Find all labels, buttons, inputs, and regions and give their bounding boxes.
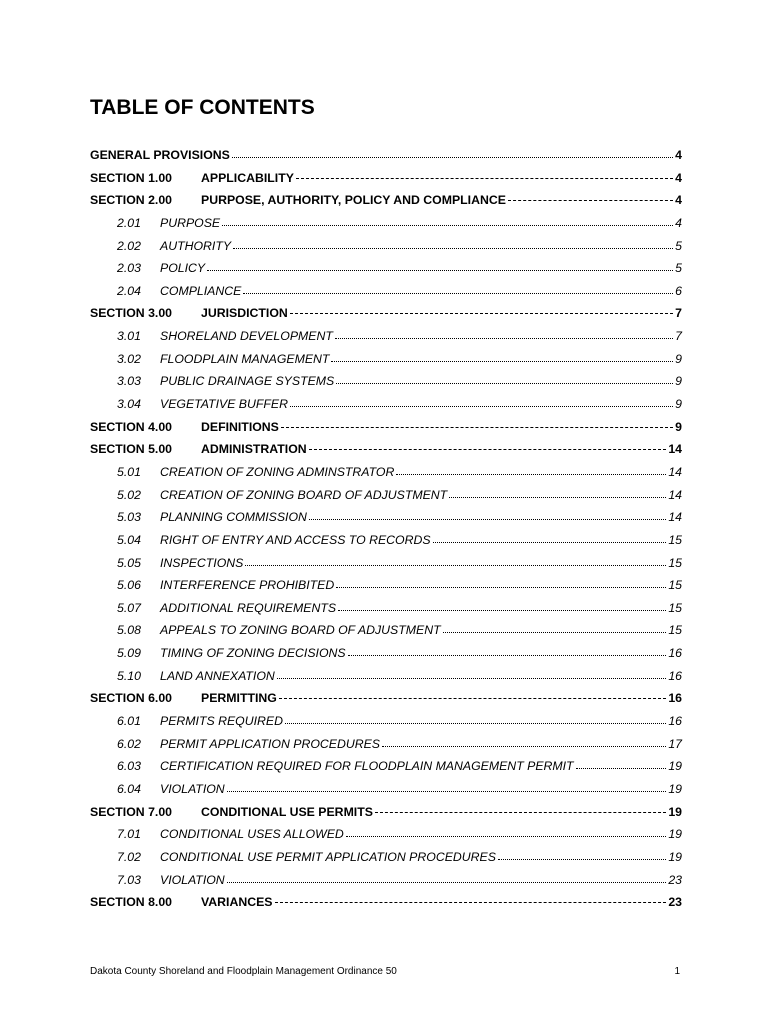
toc-entry-page: 5 — [675, 238, 682, 253]
toc-entry-subsection[interactable] — [90, 239, 682, 262]
toc-entry-page: 5 — [675, 261, 682, 276]
toc-entry-subsection[interactable] — [90, 352, 682, 375]
toc-entry-title: SHORELAND DEVELOPMENT — [160, 329, 333, 344]
toc-entry-title: INTERFERENCE PROHIBITED — [160, 578, 335, 593]
toc-entry-page: 19 — [668, 804, 682, 819]
toc-entry-subsection[interactable] — [90, 850, 682, 873]
toc-leader — [449, 487, 666, 498]
toc-leader — [232, 147, 673, 158]
toc-entry-page: 4 — [675, 215, 682, 230]
toc-entry-number: 2.04 — [117, 283, 141, 298]
toc-entry-page: 16 — [668, 646, 682, 661]
toc-entry-number: 6.01 — [117, 714, 141, 729]
toc-leader — [207, 260, 673, 271]
toc-entry-number: 3.02 — [117, 351, 141, 366]
toc-entry-title: CONDITIONAL USE PERMITS — [201, 804, 373, 819]
toc-entry-section[interactable] — [90, 306, 682, 329]
toc-entry-page: 9 — [675, 374, 682, 389]
toc-entry-page: 14 — [668, 442, 682, 457]
toc-entry-subsection[interactable] — [90, 465, 682, 488]
toc-entry-subsection[interactable] — [90, 533, 682, 556]
toc-entry-page: 16 — [668, 691, 682, 706]
toc-entry-page: 23 — [668, 895, 682, 910]
toc-leader — [576, 758, 667, 769]
toc-entry-title: VARIANCES — [201, 895, 273, 910]
toc-entry-title: APPLICABILITY — [201, 170, 294, 185]
toc-entry-number: 2.03 — [117, 261, 141, 276]
toc-entry-title: CREATION OF ZONING BOARD OF ADJUSTMENT — [160, 487, 448, 502]
toc-entry-page: 7 — [675, 329, 682, 344]
toc-entry-page: 14 — [668, 510, 682, 525]
table-of-contents — [90, 148, 682, 918]
toc-entry-title: PLANNING COMMISSION — [160, 510, 307, 525]
toc-entry-title: VIOLATION — [160, 872, 225, 887]
toc-entry-page: 17 — [668, 736, 682, 751]
toc-entry-title: POLICY — [160, 261, 206, 276]
toc-entry-number: 5.02 — [117, 487, 141, 502]
toc-entry-title: PERMIT APPLICATION PROCEDURES — [160, 736, 381, 751]
toc-entry-title: VIOLATION — [160, 781, 225, 796]
toc-entry-page: 14 — [668, 464, 682, 479]
toc-entry-subsection[interactable] — [90, 329, 682, 352]
toc-leader — [433, 532, 667, 543]
toc-entry-page: 19 — [668, 827, 682, 842]
toc-entry-subsection[interactable] — [90, 714, 682, 737]
toc-entry-number: SECTION 1.00 — [90, 170, 173, 185]
toc-entry-number: 6.03 — [117, 759, 141, 774]
toc-entry-number: 5.08 — [117, 623, 141, 638]
toc-entry-page: 15 — [668, 578, 682, 593]
toc-leader — [336, 577, 666, 588]
toc-leader — [285, 713, 666, 724]
toc-entry-number: 5.10 — [117, 668, 141, 683]
toc-entry-number: SECTION 3.00 — [90, 306, 173, 321]
toc-entry-title: PURPOSE — [160, 215, 221, 230]
toc-entry-number: SECTION 6.00 — [90, 691, 173, 706]
toc-entry-number: 3.01 — [117, 329, 141, 344]
toc-entry-number: 7.03 — [117, 872, 141, 887]
toc-leader — [396, 464, 666, 475]
toc-entry-page: 15 — [668, 532, 682, 547]
toc-leader — [243, 283, 673, 294]
toc-entry-page: 16 — [668, 668, 682, 683]
toc-entry-section[interactable] — [90, 895, 682, 918]
toc-entry-subsection[interactable] — [90, 827, 682, 850]
toc-entry-number: 7.02 — [117, 849, 141, 864]
toc-entry-page: 15 — [668, 555, 682, 570]
toc-leader — [227, 781, 667, 792]
toc-entry-number: 3.03 — [117, 374, 141, 389]
toc-leader — [279, 688, 666, 699]
footer-document-name: Dakota County Shoreland and Floodplain Management Ordinance 50 — [90, 966, 397, 977]
toc-entry-page: 19 — [668, 781, 682, 796]
toc-entry-title: PURPOSE, AUTHORITY, POLICY AND COMPLIANCE — [201, 193, 506, 208]
page-title: TABLE OF CONTENTS — [90, 96, 315, 119]
toc-leader — [309, 439, 667, 450]
toc-entry-number: SECTION 5.00 — [90, 442, 173, 457]
toc-leader — [498, 849, 666, 860]
toc-entry-subsection[interactable] — [90, 556, 682, 579]
toc-entry-title: JURISDICTION — [201, 306, 288, 321]
toc-leader — [290, 303, 673, 314]
toc-entry-number: 2.01 — [117, 215, 141, 230]
toc-entry-number: SECTION 7.00 — [90, 804, 173, 819]
toc-entry-subsection[interactable] — [90, 623, 682, 646]
toc-entry-subsection[interactable] — [90, 488, 682, 511]
toc-entry-title: ADDITIONAL REQUIREMENTS — [160, 600, 337, 615]
toc-entry-number: 5.01 — [117, 464, 141, 479]
toc-entry-subsection[interactable] — [90, 601, 682, 624]
toc-entry-title: AUTHORITY — [160, 238, 232, 253]
toc-entry-section[interactable] — [90, 442, 682, 465]
toc-entry-title: LAND ANNEXATION — [160, 668, 275, 683]
toc-entry-title: PERMITTING — [201, 691, 277, 706]
toc-leader — [348, 645, 667, 656]
toc-entry-number: SECTION 8.00 — [90, 895, 173, 910]
toc-entry-page: 14 — [668, 487, 682, 502]
toc-entry-page: 9 — [675, 351, 682, 366]
toc-entry-title: TIMING OF ZONING DECISIONS — [160, 646, 346, 661]
toc-entry-subsection[interactable] — [90, 510, 682, 533]
toc-entry-number: 3.04 — [117, 397, 141, 412]
toc-entry-subsection[interactable] — [90, 578, 682, 601]
toc-leader — [508, 190, 673, 201]
toc-leader — [277, 668, 667, 679]
toc-entry-page: 15 — [668, 600, 682, 615]
toc-entry-title: FLOODPLAIN MANAGEMENT — [160, 351, 330, 366]
toc-entry-page: 9 — [675, 397, 682, 412]
toc-leader — [290, 396, 673, 407]
toc-entry-number: SECTION 4.00 — [90, 419, 173, 434]
toc-entry-title: GENERAL PROVISIONS — [90, 148, 230, 162]
toc-entry-page: 19 — [668, 849, 682, 864]
toc-entry-title: VEGETATIVE BUFFER — [160, 397, 288, 412]
toc-entry-subsection[interactable] — [90, 374, 682, 397]
toc-entry-number: 5.04 — [117, 532, 141, 547]
toc-entry-page: 7 — [675, 306, 682, 321]
toc-entry-page: 23 — [668, 872, 682, 887]
toc-entry-title: APPEALS TO ZONING BOARD OF ADJUSTMENT — [160, 623, 441, 638]
toc-entry-number: SECTION 2.00 — [90, 193, 173, 208]
toc-entry-title: ADMINISTRATION — [201, 442, 307, 457]
toc-entry-page: 19 — [668, 759, 682, 774]
toc-entry-title: PUBLIC DRAINAGE SYSTEMS — [160, 374, 335, 389]
toc-leader — [331, 351, 673, 362]
page-footer — [90, 966, 680, 977]
toc-leader — [245, 555, 666, 566]
toc-entry-title: COMPLIANCE — [160, 283, 242, 298]
toc-leader — [275, 892, 667, 903]
toc-leader — [375, 802, 666, 813]
toc-leader — [309, 509, 666, 520]
toc-entry-number: 2.02 — [117, 238, 141, 253]
toc-leader — [336, 373, 673, 384]
toc-leader — [281, 417, 673, 428]
toc-entry-section[interactable] — [90, 805, 682, 828]
toc-leader — [222, 215, 673, 226]
toc-entry-number: 5.06 — [117, 578, 141, 593]
toc-entry-page: 4 — [675, 193, 682, 208]
toc-entry-number: 5.03 — [117, 510, 141, 525]
toc-entry-title: INSPECTIONS — [160, 555, 244, 570]
toc-entry-page: 4 — [675, 170, 682, 185]
toc-leader — [338, 600, 666, 611]
toc-leader — [233, 238, 673, 249]
toc-entry-number: 7.01 — [117, 827, 141, 842]
toc-leader — [296, 168, 673, 179]
toc-entry-number: 6.04 — [117, 781, 141, 796]
toc-entry-title: CERTIFICATION REQUIRED FOR FLOODPLAIN MANAGEMENT PERMIT — [160, 759, 574, 774]
toc-leader — [382, 736, 666, 747]
toc-entry-title: CONDITIONAL USES ALLOWED — [160, 827, 344, 842]
toc-entry-subsection[interactable] — [90, 216, 682, 239]
toc-entry-subsection[interactable] — [90, 646, 682, 669]
toc-leader — [346, 826, 667, 837]
toc-entry-page: 16 — [668, 714, 682, 729]
toc-entry-title: PERMITS REQUIRED — [160, 714, 283, 729]
toc-entry-number: 6.02 — [117, 736, 141, 751]
toc-entry-page: 9 — [675, 419, 682, 434]
toc-entry-subsection[interactable] — [90, 737, 682, 760]
toc-entry-subsection[interactable] — [90, 759, 682, 782]
toc-entry-page: 6 — [675, 283, 682, 298]
toc-leader — [335, 328, 673, 339]
toc-entry-section[interactable] — [90, 193, 682, 216]
toc-entry-title: DEFINITIONS — [201, 419, 279, 434]
toc-leader — [227, 872, 667, 883]
toc-entry-subsection[interactable] — [90, 261, 682, 284]
toc-entry-title: CONDITIONAL USE PERMIT APPLICATION PROCEDURES — [160, 849, 496, 864]
toc-entry-title: RIGHT OF ENTRY AND ACCESS TO RECORDS — [160, 532, 431, 547]
toc-entry-page: 4 — [675, 148, 682, 162]
toc-entry-number: 5.09 — [117, 646, 141, 661]
toc-entry-page: 15 — [668, 623, 682, 638]
toc-entry-section[interactable] — [90, 691, 682, 714]
toc-leader — [443, 622, 667, 633]
footer-page-number: 1 — [674, 966, 680, 977]
toc-entry-number: 5.07 — [117, 600, 141, 615]
toc-entry-title: CREATION OF ZONING ADMINSTRATOR — [160, 464, 395, 479]
toc-entry-number: 5.05 — [117, 555, 141, 570]
